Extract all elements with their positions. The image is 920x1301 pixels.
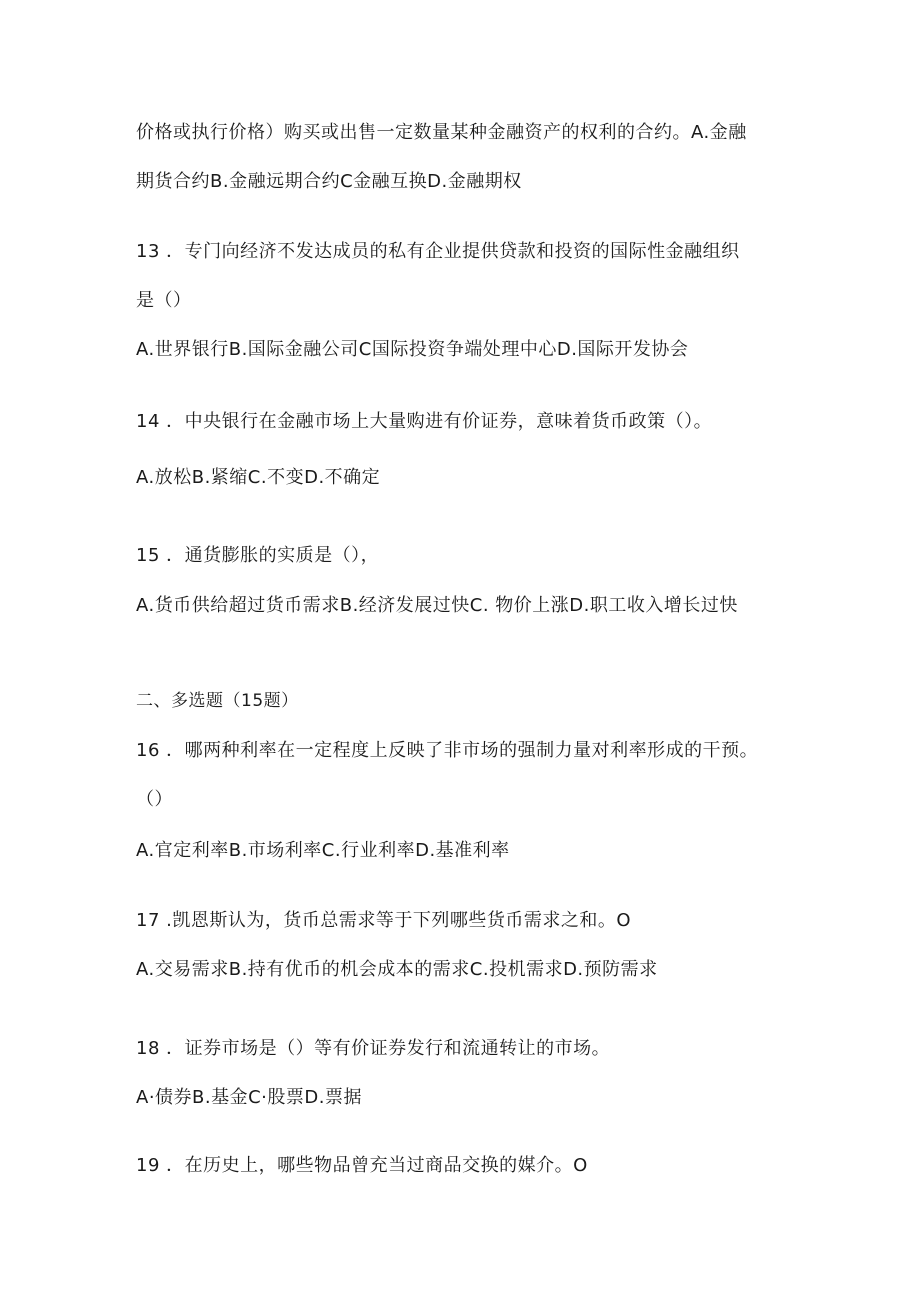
section-heading-multiple-choice: 二、多选题（15题） — [136, 691, 299, 711]
question-17: 17 .凯恩斯认为，货币总需求等于下列哪些货币需求之和。O — [136, 910, 632, 931]
text-line-q12-options: 期货合约B.金融远期合约C金融互换D.金融期权 — [136, 171, 522, 192]
question-16-continuation: （） — [136, 789, 173, 810]
question-14: 14 ．中央银行在金融市场上大量购进有价证券，意味着货币政策（）。 — [136, 411, 713, 432]
question-15: 15 ．通货膨胀的实质是（）， — [136, 545, 380, 566]
question-16: 16 ．哪两种利率在一定程度上反映了非市场的强制力量对利率形成的干预。 — [136, 740, 759, 761]
question-18-options: A·债券B.基金C·股票D.票据 — [136, 1087, 362, 1108]
question-13-options: A.世界银行B.国际金融公司C国际投资争端处理中心D.国际开发协会 — [136, 339, 689, 360]
question-18: 18 ．证券市场是（）等有价证券发行和流通转让的市场。 — [136, 1038, 611, 1059]
question-19: 19 ．在历史上，哪些物品曾充当过商品交换的媒介。O — [136, 1155, 588, 1176]
question-16-options: A.官定利率B.市场利率C.行业利率D.基准利率 — [136, 840, 510, 861]
question-14-options: A.放松B.紧缩C.不变D.不确定 — [136, 467, 381, 488]
question-17-options: A.交易需求B.持有优币的机会成本的需求C.投机需求D.预防需求 — [136, 959, 658, 980]
question-15-options: A.货币供给超过货币需求B.经济发展过快C. 物价上涨D.职工收入增长过快 — [136, 595, 738, 616]
question-13-continuation: 是（） — [136, 290, 192, 311]
text-line-q12-continuation: 价格或执行价格）购买或出售一定数量某种金融资产的权利的合约。A.金融 — [136, 122, 747, 143]
question-13: 13 ．专门向经济不发达成员的私有企业提供贷款和投资的国际性金融组织 — [136, 241, 740, 262]
